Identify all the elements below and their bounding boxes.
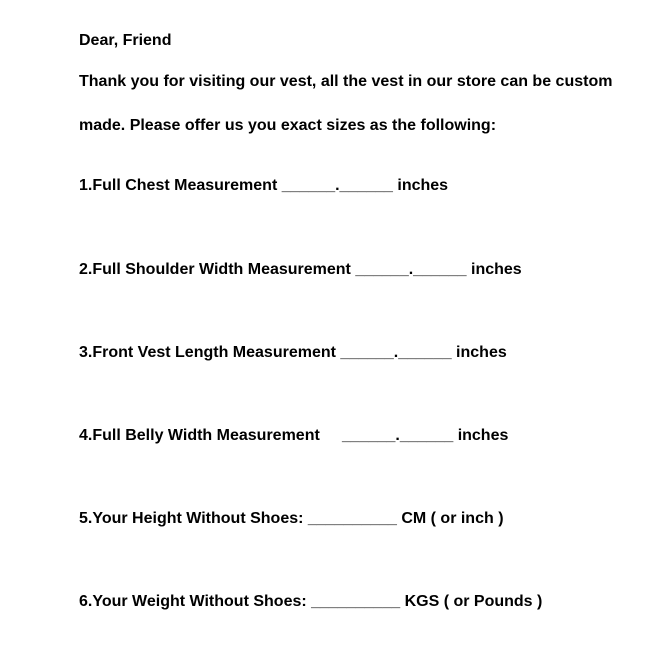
greeting: Dear, Friend [79, 32, 172, 49]
belly-width-line: 4.Full Belly Width Measurement ______.______ inches [79, 427, 509, 444]
intro-line-1: Thank you for visiting our vest, all the vest in our store can be custom [79, 73, 613, 90]
shoulder-width-line: 2.Full Shoulder Width Measurement ______.______ inches [79, 261, 522, 278]
chest-measurement-line: 1.Full Chest Measurement ______.______ inches [79, 177, 449, 194]
front-vest-length-line: 3.Front Vest Length Measurement ______.______ inches [79, 344, 507, 361]
intro-line-2: made. Please offer us you exact sizes as the following: [79, 117, 497, 134]
height-line: 5.Your Height Without Shoes: __________ CM ( or inch ) [79, 510, 504, 527]
weight-line: 6.Your Weight Without Shoes: __________ KGS ( or Pounds ) [79, 593, 543, 610]
